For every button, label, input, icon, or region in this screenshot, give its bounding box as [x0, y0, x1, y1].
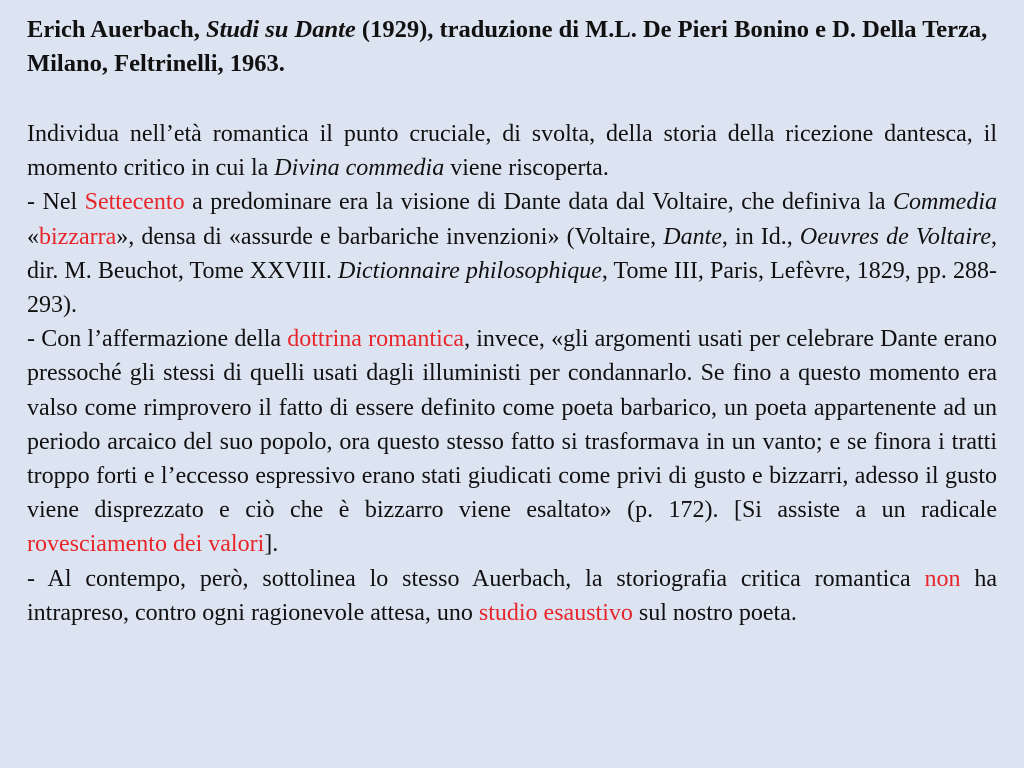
p1-text-4: », densa di «assurde e barbariche invenzioni» (Voltaire, [116, 223, 664, 250]
p1-italic-dictionnaire: Dictionnaire philosophique [338, 257, 602, 284]
intro-text-2: viene riscoperta. [444, 155, 609, 182]
highlight-studio-esaustivo: studio esaustivo [478, 599, 633, 626]
p1-text-1: - Nel [27, 189, 85, 216]
citation-heading [27, 13, 997, 81]
romantica-paragraph [27, 322, 997, 561]
p2-text-1: - Con l’affermazione della [27, 326, 288, 353]
p1-text-3: « [27, 223, 39, 250]
heading-rest: (1929), traduzione di M.L. De Pieri Bonino e D. Della Terza, Milano, Feltrinelli, 1963. [27, 16, 988, 77]
p1-text-7: , Tome III, Paris, Lefèvre, 1829, pp. 288-293). [27, 257, 997, 319]
p3-text-3: sul nostro poeta. [632, 599, 797, 626]
settecento-paragraph [27, 185, 997, 322]
contempo-paragraph [27, 562, 997, 630]
highlight-rovesciamento: rovesciamento dei valori [27, 531, 265, 558]
p1-italic-dante: Dante [663, 223, 722, 250]
p1-text-2: a predominare era la visione di Dante data dal Voltaire, che definiva la [184, 189, 893, 216]
p3-text-1: - Al contempo, però, sottolinea lo stesso Auerbach, la storiografia critica romantica [27, 565, 925, 592]
highlight-non: non [924, 565, 961, 592]
p1-text-5: , in Id., [721, 223, 800, 250]
highlight-bizzarra: bizzarra [39, 223, 117, 250]
intro-text-1: Individua nell’età romantica il punto cruciale, di svolta, della storia della ricezione dantesca, il momento critico in cui la [27, 121, 997, 182]
body-text [27, 117, 997, 630]
highlight-dottrina-romantica: dottrina romantica [287, 326, 465, 353]
intro-italic-divina-commedia: Divina commedia [274, 155, 445, 182]
p3-text-2: ha intrapreso, contro ogni ragionevole attesa, uno [27, 565, 998, 626]
p1-italic-oeuvres: Oeuvres de Voltaire [799, 223, 991, 250]
p2-text-3: ]. [264, 531, 279, 558]
p2-text-2: , invece, «gli argomenti usati per celebrare Dante erano pressoché gli stessi di quelli usati dagli illuministi per condannarlo. Se fino a questo momento era valso come rimprovero il fatto di essere definito come poeta barbarico, un poeta appartenente ad un periodo arcaico del suo popolo, ora questo stesso fatto si trasformava in un vanto; e se finora i tratti troppo forti e l’eccesso espressivo erano stati giudicati come privi di gusto e bizzarri, adesso il gusto viene disprezzato e ciò che è bizzarro viene esaltato» (p. 172). [Si assiste a un radicale [27, 326, 997, 524]
p1-text-6: , dir. M. Beuchot, Tome XXVIII. [27, 223, 997, 284]
highlight-settecento: Settecento [84, 189, 185, 216]
heading-author: Erich Auerbach, [27, 16, 206, 43]
heading-title: Studi su Dante [206, 16, 356, 43]
p1-italic-commedia: Commedia [893, 189, 997, 216]
intro-paragraph [27, 117, 997, 185]
